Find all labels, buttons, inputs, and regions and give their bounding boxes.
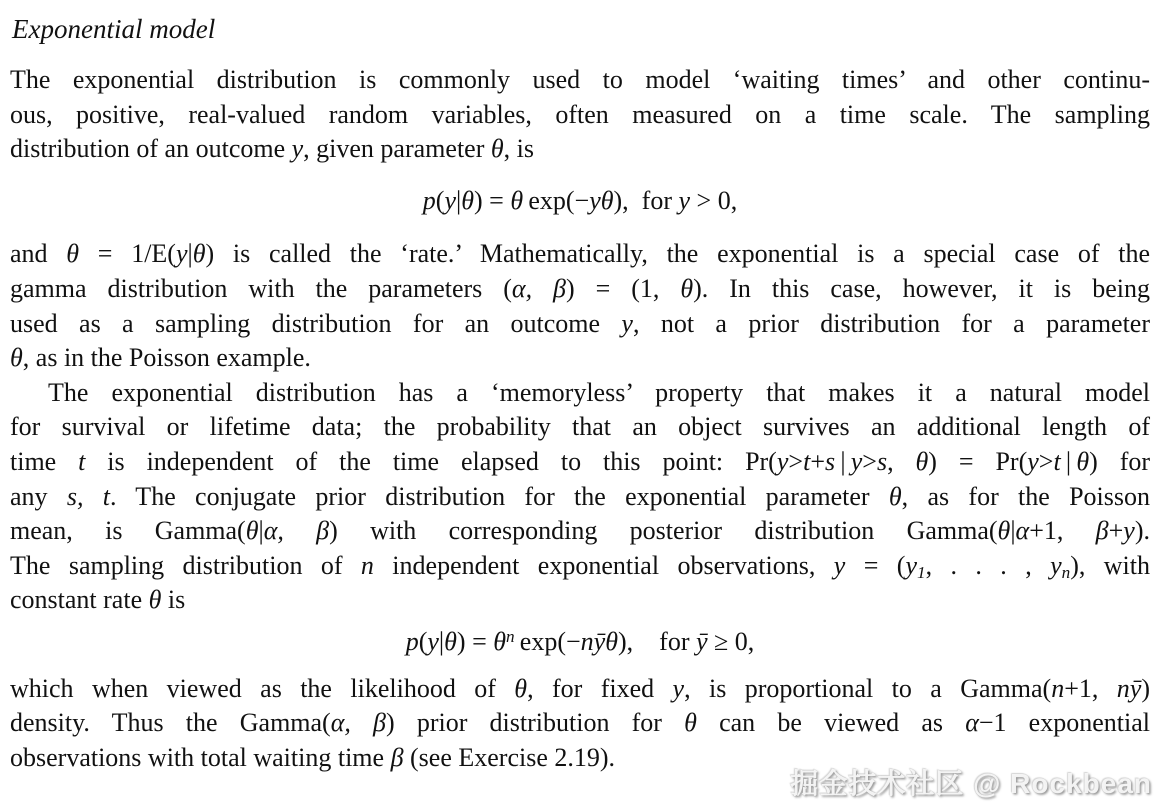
text-line: ous, positive, real-valued random variables, often measured on a time scale. The sampling — [10, 99, 1150, 129]
watermark: 掘金技术社区 @ Rockbean — [790, 768, 1152, 799]
text-line: The exponential distribution has a ‘memoryless’ property that makes it a natural model — [48, 377, 1150, 407]
text-line: observations with total waiting time β (see Exercise 2.19). — [10, 742, 616, 772]
text-line: mean, is Gamma(θ|α, β) with corresponding posterior distribution Gamma(θ|α+1, β+y). — [10, 516, 1150, 546]
text-line: any s, t. The conjugate prior distribution for the exponential parameter θ, as for the Poisson — [10, 481, 1151, 511]
display-equation-2: $p(y|\theta) = \theta^n$ exp(−nȳθ), for ȳ ≥ 0, — [405, 626, 755, 656]
text-line: for survival or lifetime data; the probability that an object survives an additional length of — [10, 412, 1150, 442]
text-line: θ, as in the Poisson example. — [10, 343, 311, 373]
paragraph-1 — [10, 63, 1150, 167]
text-line: and θ = 1/E(y|θ) is called the ‘rate.’ Mathematically, the exponential is a special case of the — [10, 239, 1150, 269]
text-line: The exponential distribution is commonly used to model ‘waiting times’ and other continu- — [10, 65, 1150, 94]
paragraph-4 — [10, 672, 1150, 776]
text-line: time t is independent of the time elapsed to this point: Pr(y>t+s | y>s, θ) = Pr(y>t | θ) for — [10, 446, 1151, 476]
text-line: which when viewed as the likelihood of θ, for fixed y, is proportional to a Gamma(n+1, nȳ) — [10, 673, 1150, 703]
text-line: constant rate θ is — [10, 585, 186, 615]
text-line: The sampling distribution of n independent exponential observations, $y = (y_1$, . . . , $y_n$), with — [10, 550, 1150, 582]
paragraph-3 — [10, 376, 1150, 618]
text-line: distribution of an outcome y, given parameter θ, is — [10, 134, 534, 164]
text-line: density. Thus the Gamma(α, β) prior distribution for θ can be viewed as α−1 exponential — [10, 708, 1150, 738]
text-line: used as a sampling distribution for an outcome y, not a prior distribution for a parameter — [10, 308, 1150, 338]
section-heading: Exponential model — [12, 14, 216, 44]
text-line: gamma distribution with the parameters (α, β) = (1, θ). In this case, however, it is being — [10, 273, 1150, 303]
paragraph-2 — [10, 237, 1150, 375]
display-equation-1: p(y|θ) = θ exp(−yθ), for y > 0, — [422, 185, 738, 215]
